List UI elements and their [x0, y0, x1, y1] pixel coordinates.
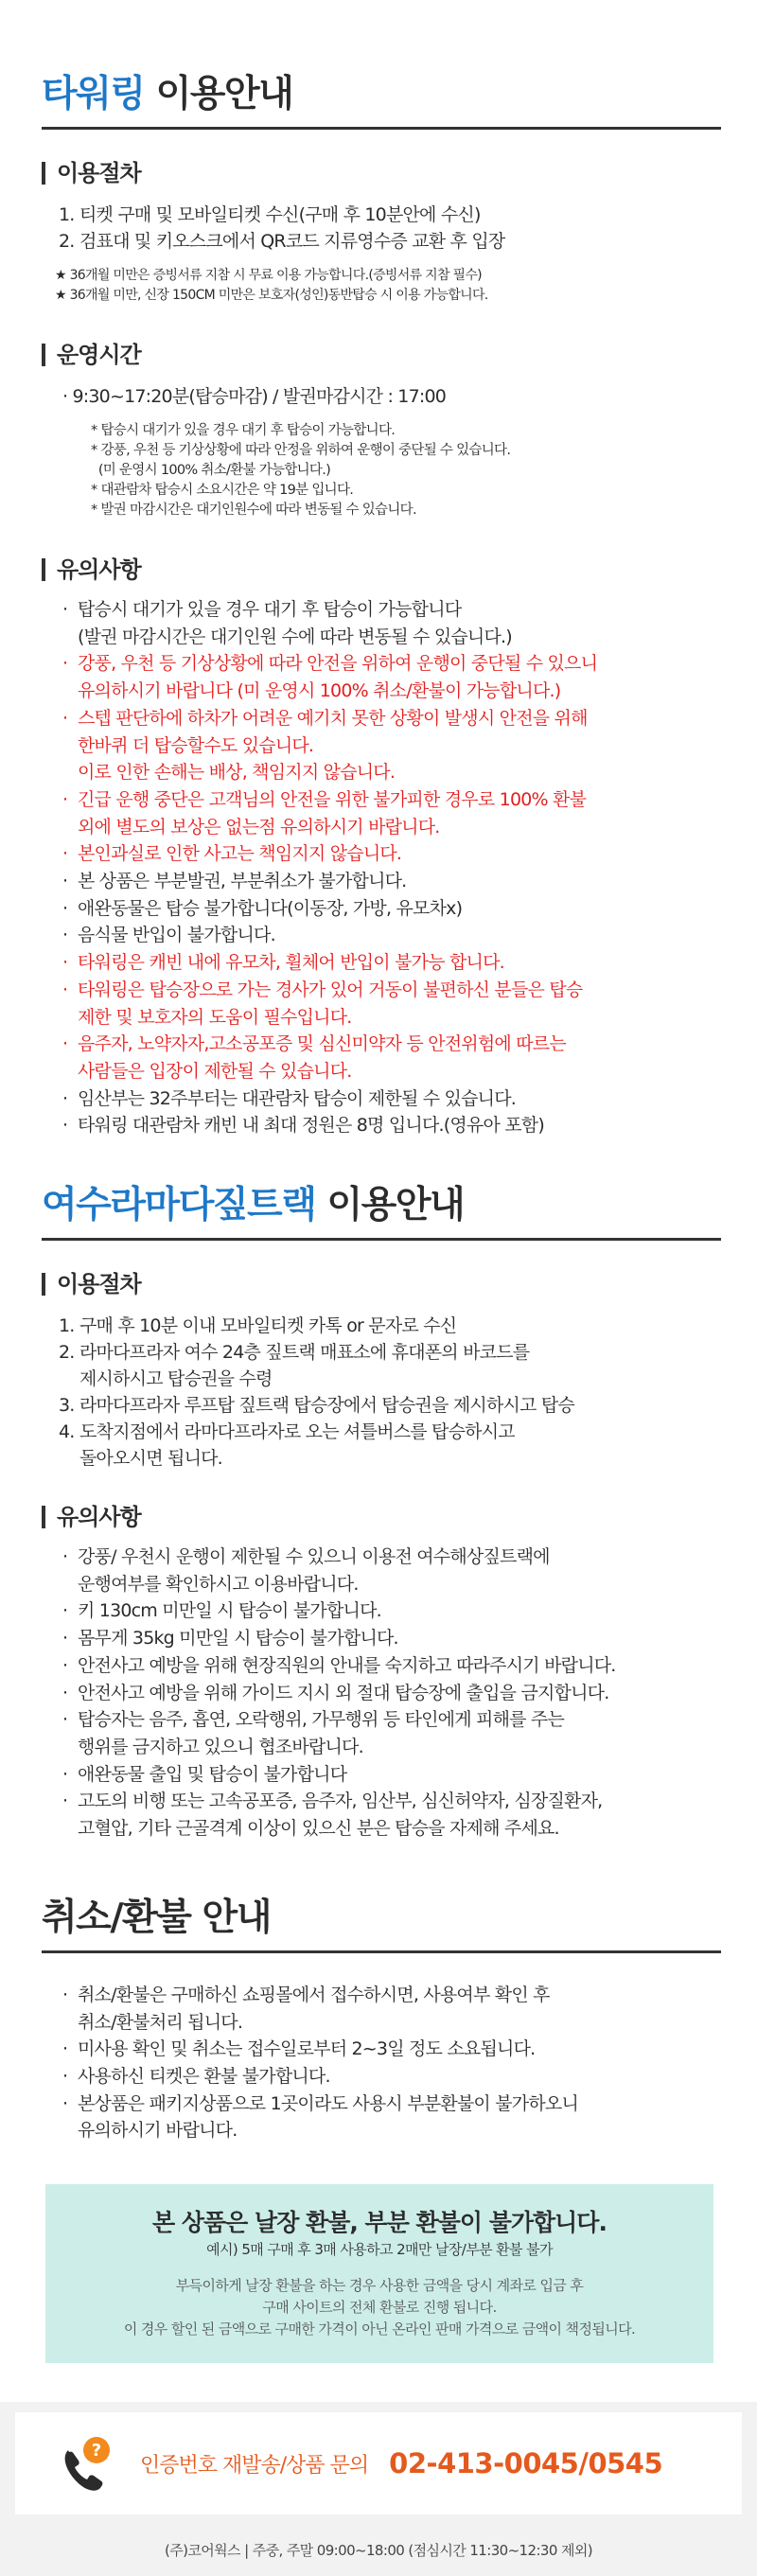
list-item — [62, 868, 721, 895]
list-item-text: 타워링은 탑승장으로 가는 경사가 있어 거동이 불편하신 분들은 탑승 — [78, 979, 583, 1000]
procedure-step — [59, 1366, 721, 1392]
bullet-dot: · — [62, 871, 68, 892]
step-number: 4. — [59, 1421, 75, 1443]
bullet-dot: · — [62, 599, 68, 620]
list-item — [62, 895, 721, 923]
bullet-dot — [62, 624, 78, 651]
list-item — [62, 1815, 721, 1843]
bullet-dot: · — [62, 1791, 68, 1812]
list-item-text: 강풍, 우천 등 기상상황에 따라 안전을 위하여 운행이 중단될 수 있으니 — [78, 653, 598, 675]
list-item-text: 애완동물 출입 및 탑승이 불가합니다 — [78, 1763, 347, 1785]
step-text: 티켓 구매 및 모바일티켓 수신(구매 후 10분안에 수신) — [79, 204, 481, 225]
list-item — [62, 2117, 721, 2144]
list-item-text: 스텝 판단하에 하차가 어려운 예기치 못한 상황이 발생시 안전을 위해 — [78, 707, 588, 729]
list-item-text: 운행여부를 확인하시고 이용바랍니다. — [78, 1573, 359, 1595]
step-text: 라마다프라자 루프탑 짚트랙 탑승장에서 탑승권을 제시하시고 탑승 — [79, 1395, 574, 1417]
operating-hours: · 9:30~17:20분(탑승마감) / 발권마감시간 : 17:00 — [62, 386, 447, 407]
step-number: 1. — [59, 1315, 75, 1337]
contact-bar — [0, 2402, 757, 2525]
procedure-notes — [55, 266, 721, 306]
list-item-text: 안전사고 예방을 위해 가이드 지시 외 절대 탑승장에 출입을 금지합니다. — [78, 1682, 609, 1703]
note-line: ★ 36개월 미만, 신장 150CM 미만은 보호자(성인)동반탑승 시 이용 가능합니다. — [55, 288, 488, 303]
list-item-text: 본인과실로 인한 사고는 책임지지 않습니다. — [78, 843, 402, 865]
list-item — [62, 1004, 721, 1032]
bullet-dot — [62, 2117, 78, 2144]
list-item — [62, 596, 721, 624]
step-number — [59, 1445, 79, 1472]
list-item-text: 탑승자는 음주, 흡연, 오락행위, 가무행위 등 타인에게 피해를 주는 — [78, 1709, 565, 1731]
list-item — [62, 1706, 721, 1734]
refund-guide-title: 취소/환불 안내 — [42, 1896, 271, 1939]
towering-guide-title: 타워링 이용안내 — [42, 73, 293, 115]
refund-list — [62, 1982, 721, 2144]
bullet-dot: · — [62, 843, 68, 865]
notice-details — [55, 2275, 704, 2340]
bullet-dot — [62, 732, 78, 760]
note-line: ★ 36개월 미만은 증빙서류 지참 시 무료 이용 가능합니다.(증빙서류 지참 필수) — [55, 268, 482, 283]
list-item-text: 고혈압, 기타 근골격계 이상이 있으신 분은 탑승을 자제해 주세요. — [78, 1818, 559, 1840]
list-item — [62, 1085, 721, 1113]
list-item — [62, 624, 721, 651]
contact-card — [15, 2412, 742, 2514]
list-item-text: 본 상품은 부분발권, 부분취소가 불가합니다. — [78, 871, 407, 892]
bullet-dot: · — [62, 1087, 68, 1109]
note-line: * 강풍, 우천 등 기상상황에 따라 안정을 위하여 운행이 중단될 수 있습니다. — [91, 443, 511, 458]
bullet-dot: · — [62, 1682, 68, 1703]
step-text: 도착지점에서 라마다프라자로 오는 셔틀버스를 탑승하시고 — [79, 1421, 515, 1443]
list-item-text: 외에 별도의 보상은 없는점 유의하시기 바랍니다. — [78, 816, 440, 838]
bullet-dot: · — [62, 653, 68, 675]
bullet-dot: · — [62, 707, 68, 729]
list-item — [62, 2036, 721, 2063]
list-item — [62, 977, 721, 1004]
procedure-heading: 이용절차 — [42, 1273, 721, 1296]
bullet-dot: · — [62, 2065, 68, 2087]
bullet-dot: · — [62, 1984, 68, 2005]
procedure-heading: 이용절차 — [42, 162, 721, 185]
step-text: 제시하시고 탑승권을 수령 — [79, 1368, 273, 1390]
procedure-list — [59, 202, 721, 255]
step-text: 돌아오시면 됩니다. — [79, 1448, 222, 1470]
list-item-text: 유의하시기 바랍니다. — [78, 2120, 238, 2142]
bullet-dot — [62, 678, 78, 705]
list-item — [62, 1982, 721, 2009]
note-line: * 탑승시 대기가 있을 경우 대기 후 탑승이 가능합니다. — [91, 423, 396, 438]
list-item — [62, 949, 721, 977]
list-item-text: 고도의 비행 또는 고속공포증, 음주자, 임산부, 심신허약자, 심장질환자, — [78, 1791, 603, 1812]
svg-text:?: ? — [91, 2441, 102, 2461]
list-item-text: 임산부는 32주부터는 대관람차 탑승이 제한될 수 있습니다. — [78, 1087, 516, 1109]
bullet-dot: · — [62, 1546, 68, 1568]
list-item — [62, 922, 721, 949]
list-item — [62, 786, 721, 814]
list-item-text: 몸무게 35kg 미만일 시 탑승이 불가합니다. — [78, 1628, 398, 1650]
bullet-dot — [62, 759, 78, 786]
list-item-text: 음주자, 노약자자,고소공포증 및 심신미약자 등 안전위험에 따르는 — [78, 1033, 566, 1055]
list-item — [62, 2091, 721, 2118]
list-item — [62, 650, 721, 678]
bullet-dot: · — [62, 1654, 68, 1676]
notice-example: 예시) 5매 구매 후 3매 사용하고 2매만 날장/부분 환불 불가 — [206, 2241, 553, 2259]
contact-label: 인증번호 재발송/상품 문의 — [140, 2453, 369, 2478]
step-number: 2. — [59, 231, 75, 252]
title-divider — [42, 127, 721, 130]
list-item — [62, 705, 721, 732]
list-item — [62, 1761, 721, 1789]
step-number: 2. — [59, 1342, 75, 1364]
title-divider — [42, 1238, 721, 1241]
list-item-text: 이로 인한 손해는 배상, 책임지지 않습니다. — [78, 762, 396, 784]
list-item-text: 행위를 금지하고 있으니 협조바랍니다. — [78, 1736, 363, 1757]
procedure-list — [59, 1313, 721, 1472]
list-item — [62, 1734, 721, 1761]
zip-track-guide-title: 여수라마다짚트랙 이용안내 — [42, 1184, 465, 1227]
list-item-text: 제한 및 보호자의 도움이 필수입니다. — [78, 1006, 352, 1028]
procedure-step — [59, 1339, 721, 1366]
procedure-step — [59, 228, 721, 255]
list-item-text: 키 130cm 미만일 시 탑승이 불가합니다. — [78, 1600, 381, 1622]
caution-heading: 유의사항 — [42, 558, 721, 581]
bullet-dot: · — [62, 1115, 68, 1137]
list-item — [62, 1788, 721, 1815]
bullet-dot: · — [62, 2038, 68, 2060]
list-item — [62, 678, 721, 705]
bullet-dot: · — [62, 1763, 68, 1785]
bullet-dot — [62, 1815, 78, 1843]
title-divider — [42, 1950, 721, 1953]
list-item-text: 유의하시기 바랍니다 (미 운영시 100% 취소/환불이 가능합니다.) — [78, 680, 561, 702]
procedure-step — [59, 1313, 721, 1339]
list-item — [62, 840, 721, 868]
list-item-text: 취소/환불처리 됩니다. — [78, 2011, 243, 2033]
list-item — [62, 2063, 721, 2091]
refund-notice-box — [45, 2184, 713, 2363]
list-item — [62, 2009, 721, 2037]
bullet-dot: · — [62, 1033, 68, 1055]
step-number — [59, 1366, 79, 1392]
list-item — [62, 759, 721, 786]
step-text: 검표대 및 키오스크에서 QR코드 지류영수증 교환 후 입장 — [79, 231, 505, 252]
bullet-dot: · — [62, 2092, 68, 2114]
list-item-text: 애완동물은 탑승 불가합니다(이동장, 가방, 유모차x) — [78, 897, 463, 919]
list-item-text: 취소/환불은 구매하신 쇼핑몰에서 접수하시면, 사용여부 확인 후 — [78, 1984, 550, 2005]
step-text: 라마다프라자 여수 24층 짚트랙 매표소에 휴대폰의 바코드를 — [79, 1342, 530, 1364]
phone-question-icon — [55, 2433, 115, 2494]
bullet-dot — [62, 814, 78, 841]
list-item — [62, 1597, 721, 1625]
note-line: * 발권 마감시간은 대기인원수에 따라 변동될 수 있습니다. — [91, 503, 416, 518]
notice-line: 구매 사이트의 전체 환불로 진행 됩니다. — [262, 2299, 497, 2317]
bullet-dot: · — [62, 925, 68, 946]
bullet-dot: · — [62, 1709, 68, 1731]
bullet-dot — [62, 1004, 78, 1032]
bullet-dot — [62, 2009, 78, 2037]
notice-line: 부득이하게 날장 환불을 하는 경우 사용한 금액을 당시 계좌로 입금 후 — [175, 2277, 584, 2295]
list-item-text: 미사용 확인 및 취소는 접수일로부터 2~3일 정도 소요됩니다. — [78, 2038, 536, 2060]
bullet-dot: · — [62, 979, 68, 1000]
notice-headline: 본 상품은 날장 환불, 부분 환불이 불가합니다. — [152, 2209, 607, 2237]
bullet-dot: · — [62, 952, 68, 974]
list-item-text: 타워링 대관람차 캐빈 내 최대 정원은 8명 입니다.(영유아 포함) — [78, 1115, 544, 1137]
procedure-step — [59, 1445, 721, 1472]
operating-hours-heading: 운영시간 — [42, 344, 721, 366]
list-item — [62, 1652, 721, 1680]
note-line: * 대관람차 탑승시 소요시간은 약 19분 입니다. — [91, 483, 354, 498]
bullet-dot — [62, 1058, 78, 1085]
list-item-text: 안전사고 예방을 위해 현장직원의 안내를 숙지하고 따라주시기 바랍니다. — [78, 1654, 616, 1676]
list-item — [62, 1625, 721, 1652]
footer-info: (주)코어웍스 | 주중, 주말 09:00~18:00 (점심시간 11:30~12:30 제외) — [0, 2525, 757, 2576]
bullet-dot — [62, 1734, 78, 1761]
caution-list — [62, 596, 721, 1139]
list-item — [62, 1112, 721, 1139]
bullet-dot: · — [62, 788, 68, 810]
list-item-text: 강풍/ 우천시 운행이 제한될 수 있으니 이용전 여수해상짚트랙에 — [78, 1546, 550, 1568]
procedure-step — [59, 1419, 721, 1445]
list-item-text: 본상품은 패키지상품으로 1곳이라도 사용시 부분환불이 불가하오니 — [78, 2092, 578, 2114]
step-number: 1. — [59, 204, 75, 225]
step-text: 구매 후 10분 이내 모바일티켓 카톡 or 문자로 수신 — [79, 1315, 457, 1337]
bullet-dot: · — [62, 1600, 68, 1622]
list-item-text: (발권 마감시간은 대기인원 수에 따라 변동될 수 있습니다.) — [78, 626, 512, 647]
caution-heading: 유의사항 — [42, 1506, 721, 1528]
operating-notes — [91, 421, 721, 520]
list-item — [62, 1031, 721, 1058]
list-item — [62, 814, 721, 841]
list-item-text: 한바퀴 더 탑승할수도 있습니다. — [78, 734, 314, 756]
procedure-step — [59, 1392, 721, 1419]
note-line: (미 운영시 100% 취소/환불 가능합니다.) — [91, 463, 331, 478]
notice-line: 이 경우 할인 된 금액으로 구매한 가격이 아닌 온라인 판매 가격으로 금액이 책정됩니다. — [123, 2320, 636, 2338]
procedure-step — [59, 202, 721, 228]
list-item-text: 사용하신 티켓은 환불 불가합니다. — [78, 2065, 330, 2087]
list-item-text: 타워링은 캐빈 내에 유모차, 휠체어 반입이 불가능 합니다. — [78, 952, 504, 974]
contact-phone-link[interactable]: 02-413-0045/0545 — [389, 2447, 663, 2479]
list-item-text: 음식물 반입이 불가합니다. — [78, 925, 275, 946]
list-item — [62, 1571, 721, 1598]
list-item — [62, 1544, 721, 1571]
list-item — [62, 732, 721, 760]
caution-list — [62, 1544, 721, 1843]
bullet-dot — [62, 1571, 78, 1598]
list-item-text: 긴급 운행 중단은 고객님의 안전을 위한 불가피한 경우로 100% 환불 — [78, 788, 587, 810]
step-number: 3. — [59, 1395, 75, 1417]
list-item-text: 사람들은 입장이 제한될 수 있습니다. — [78, 1060, 352, 1082]
bullet-dot: · — [62, 1628, 68, 1650]
list-item — [62, 1058, 721, 1085]
bullet-dot: · — [62, 897, 68, 919]
list-item — [62, 1680, 721, 1707]
list-item-text: 탑승시 대기가 있을 경우 대기 후 탑승이 가능합니다 — [78, 599, 462, 620]
